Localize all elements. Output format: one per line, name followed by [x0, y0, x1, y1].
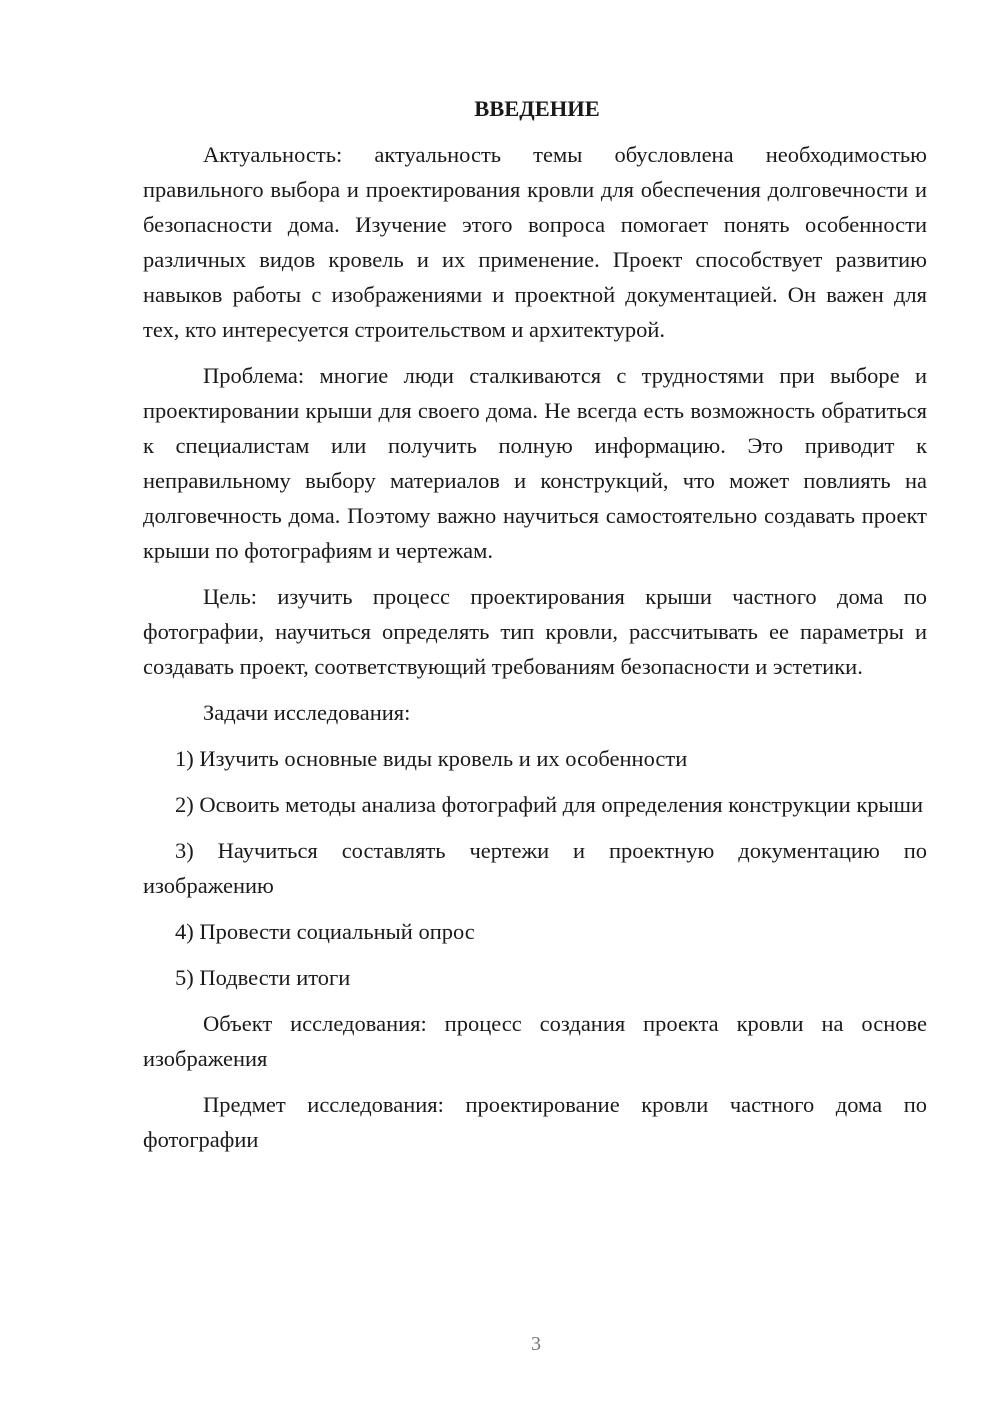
task-item-1: 1) Изучить основные виды кровель и их особенности — [175, 746, 688, 771]
page-number: 3 — [531, 1333, 541, 1355]
tasks-title: Задачи исследования: — [203, 700, 411, 725]
research-subject-paragraph: Предмет исследования: проектирование кровли частного дома по фотографии — [143, 1092, 927, 1152]
research-object-paragraph: Объект исследования: процесс создания проекта кровли на основе изображения — [143, 1011, 927, 1071]
problem-paragraph: Проблема: многие люди сталкиваются с трудностями при выборе и проектировании крыши для своего дома. Не всегда есть возможность обратиться к специалистам или получить полную информацию. Это приводит к неправильному выбору материалов и конструкций, что может повлиять на долговечность дома. Поэтому важно научиться самостоятельно создавать проект крыши по фотографиям и чертежам. — [143, 363, 927, 563]
section-heading: ВВЕДЕНИЕ — [474, 96, 600, 121]
goal-paragraph: Цель: изучить процесс проектирования крыши частного дома по фотографии, научиться определять тип кровли, рассчитывать ее параметры и создавать проект, соответствующий требованиям безопасности и эстетики. — [143, 584, 927, 679]
relevance-paragraph: Актуальность: актуальность темы обусловлена необходимостью правильного выбора и проектирования кровли для обеспечения долговечности и безопасности дома. Изучение этого вопроса помогает понять особенности различных видов кровель и их применение. Проект способствует развитию навыков работы с изображениями и проектной документацией. Он важен для тех, кто интересуется строительством и архитектурой. — [143, 142, 927, 342]
task-item-2: 2) Освоить методы анализа фотографий для определения конструкции крыши — [175, 792, 923, 817]
page-content — [143, 91, 927, 1168]
task-item-4: 4) Провести социальный опрос — [175, 919, 475, 944]
task-item-3: 3) Научиться составлять чертежи и проектную документацию по изображению — [143, 838, 927, 898]
task-item-5: 5) Подвести итоги — [175, 965, 351, 990]
